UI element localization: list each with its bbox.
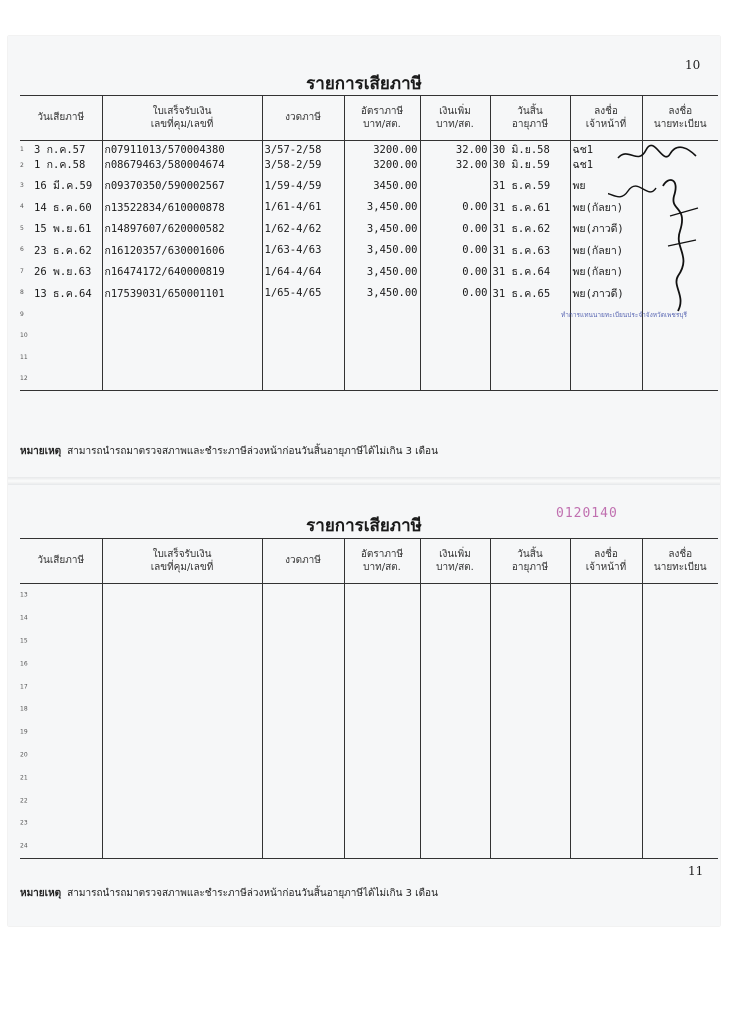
page-number: 10 [685,58,701,72]
footnote-label: หมายเหตุ [20,888,62,899]
cell-date [20,766,102,789]
cell-surcharge: 0.00 [462,244,488,257]
cell-rate: 3,450.00 [366,201,418,214]
cell-expiry: 30 มิ.ย.58 30 มิ.ย.59 [492,143,550,171]
footnote-text: สามารถนำรถมาตรวจสภาพและชำระภาษีล่วงหน้าก่อนวันสิ้นอายุภาษีได้ไม่เกิน 3 เดือน [67,888,438,899]
cell-receipt: ก17539031/650001101 [104,287,225,300]
table-row [20,675,718,698]
cell-date [20,835,102,858]
row-number: 10 [20,332,28,340]
row-number: 4 [20,203,24,211]
column-header: เงินเพิ่ม บาท/สต. [420,96,490,141]
cell-empty [102,607,262,630]
cell-date: 23 ธ.ค.62 [34,244,92,257]
cell-rate: 3,450.00 [366,287,418,300]
cell-empty [642,675,718,698]
cell-empty [102,698,262,721]
cell-empty [102,630,262,653]
cell-empty [262,789,344,812]
cell-empty [420,789,490,812]
column-header: ลงชื่อ นายทะเบียน [642,96,718,141]
table-row [20,744,718,767]
column-header: วันเสียภาษี [20,96,102,141]
row-number: 9 [20,310,24,318]
cell-empty [262,584,344,607]
table-header-row [20,539,718,584]
cell-receipt: ก16120357/630001606 [104,244,225,257]
tax-page-top [8,36,720,521]
cell-receipt: ก14897607/620000582 [104,223,225,236]
cell-empty [102,744,262,767]
cell-rate: 3200.00 3200.00 [373,143,418,171]
row-number: 13 [20,591,28,599]
cell-date [20,652,102,675]
cell-period: 1/59-4/59 [264,179,322,192]
column-header: อัตราภาษี บาท/สต. [344,96,420,141]
cell-empty [490,630,570,653]
cell-empty [570,675,642,698]
table-row [20,789,718,812]
column-header: เงินเพิ่ม บาท/สต. [420,539,490,584]
cell-empty [344,630,420,653]
cell-date: 26 พ.ย.63 [34,266,92,279]
cell-empty [570,698,642,721]
tax-booklet [8,36,720,926]
cell-period: 1/61-4/61 [264,201,322,214]
table-header-row [20,96,718,141]
cell-empty [490,652,570,675]
row-number: 17 [20,683,28,691]
table-row [20,652,718,675]
row-number: 18 [20,705,28,713]
table-row [20,607,718,630]
cell-date: 15 พ.ย.61 [34,223,92,236]
cell-empty [344,835,420,858]
cell-date [20,744,102,767]
column-header: อัตราภาษี บาท/สต. [344,539,420,584]
table-row [20,766,718,789]
row-number: 22 [20,797,28,805]
cell-empty [642,766,718,789]
cell-empty [570,812,642,835]
cell-officer: พย(กัลยา) [572,244,624,257]
cell-surcharge: 0.00 [462,201,488,214]
cell-empty [642,584,718,607]
footnote [20,886,438,901]
tax-page-bottom [8,482,720,926]
cell-receipt: ก13522834/610000878 [104,201,225,214]
cell-empty [102,789,262,812]
cell-period: 1/65-4/65 [264,287,322,300]
page-title: รายการเสียภาษี [306,516,422,536]
cell-empty [642,812,718,835]
column-header: ลงชื่อ นายทะเบียน [642,539,718,584]
cell-period: 1/62-4/62 [264,222,322,235]
cell-surcharge: 0.00 [462,287,488,300]
row-number: 15 [20,637,28,645]
cell-date [20,675,102,698]
cell-empty [570,766,642,789]
cell-expiry: 31 ธ.ค.59 [492,180,551,193]
cell-empty [262,721,344,744]
cell-expiry: 31 ธ.ค.65 [492,287,551,300]
cell-rate: 3,450.00 [366,222,418,235]
cell-empty [102,652,262,675]
row-number: 16 [20,660,28,668]
cell-date: 3 ก.ค.57 1 ก.ค.58 [34,143,86,171]
cell-empty [262,630,344,653]
row-number: 8 [20,289,24,297]
cell-empty [102,675,262,698]
cell-expiry: 31 ธ.ค.62 [492,223,551,236]
row-number: 23 [20,819,28,827]
page-number: 11 [688,864,704,878]
cell-officer: ฉช1 ฉช1 [572,143,594,171]
table-row [20,721,718,744]
cell-empty [570,584,642,607]
cell-date [20,630,102,653]
cell-empty [262,607,344,630]
column-header: งวดภาษี [262,96,344,141]
column-header: ใบเสร็จรับเงิน เลขที่คุม/เลขที่ [102,539,262,584]
cell-empty [420,721,490,744]
cell-empty [420,698,490,721]
table-row [20,369,718,391]
cell-empty [420,584,490,607]
column-header: วันสิ้น อายุภาษี [490,96,570,141]
cell-empty [344,607,420,630]
column-header: ลงชื่อ เจ้าหน้าที่ [570,539,642,584]
row-number: 14 [20,614,28,622]
cell-empty [570,721,642,744]
cell-date: 13 ธ.ค.64 [34,287,92,300]
registrar-stamp: ทำการแทนนายทะเบียนประจำจังหวัดเพชรบุรี [561,311,687,319]
cell-empty [420,812,490,835]
cell-surcharge: 0.00 [462,222,488,235]
cell-empty [344,698,420,721]
cell-empty [420,766,490,789]
page-title: รายการเสียภาษี [306,74,422,94]
cell-empty [490,584,570,607]
cell-expiry: 31 ธ.ค.64 [492,266,551,279]
table-row [20,698,718,721]
cell-empty [490,812,570,835]
cell-empty [642,835,718,858]
cell-expiry: 31 ธ.ค.61 [492,201,551,214]
cell-empty [570,789,642,812]
table-row [20,347,718,369]
cell-empty [642,607,718,630]
cell-date: 16 มี.ค.59 [34,180,93,193]
column-header: วันสิ้น อายุภาษี [490,539,570,584]
cell-rate: 3,450.00 [366,244,418,257]
cell-empty [344,721,420,744]
cell-empty [262,835,344,858]
row-number: 24 [20,842,28,850]
cell-empty [490,698,570,721]
serial-stamp: 0120140 [556,506,618,521]
cell-empty [420,652,490,675]
cell-empty [344,675,420,698]
cell-empty [642,652,718,675]
cell-date [20,721,102,744]
registrar-signature [608,136,708,336]
cell-empty [262,698,344,721]
row-number: 1 2 [20,145,24,169]
cell-empty [420,744,490,767]
column-header: ลงชื่อ เจ้าหน้าที่ [570,96,642,141]
cell-empty [262,766,344,789]
cell-registrar-signature [642,369,718,391]
row-number: 5 [20,224,24,232]
cell-date [20,698,102,721]
cell-empty [344,652,420,675]
cell-empty [490,789,570,812]
table-row [20,835,718,858]
cell-rate: 3,450.00 [366,265,418,278]
cell-empty [490,744,570,767]
row-number: 12 [20,375,28,383]
cell-date [20,812,102,835]
row-number: 11 [20,353,28,361]
cell-empty [102,721,262,744]
table-row [20,584,718,607]
cell-empty [642,630,718,653]
cell-rate: 3450.00 [373,179,418,192]
cell-empty [344,584,420,607]
cell-empty [570,607,642,630]
cell-surcharge: 0.00 [462,265,488,278]
cell-empty [420,675,490,698]
tax-payment-table [20,538,718,859]
cell-expiry: 31 ธ.ค.63 [492,244,551,257]
cell-empty [642,789,718,812]
column-header: วันเสียภาษี [20,539,102,584]
row-number: 3 [20,181,24,189]
cell-officer: พย [572,180,586,193]
cell-empty [102,812,262,835]
cell-empty [102,766,262,789]
cell-registrar-signature [642,347,718,369]
cell-empty [642,698,718,721]
cell-receipt: ก16474172/640000819 [104,266,225,279]
footnote [20,444,438,459]
cell-empty [642,744,718,767]
cell-receipt: ก07911013/570004380 ก08679463/580004674 [104,143,225,171]
row-number: 21 [20,774,28,782]
cell-empty [570,744,642,767]
cell-officer: พย(กัลยา) [572,266,624,279]
cell-surcharge: 32.00 32.00 [455,143,488,171]
cell-empty [102,835,262,858]
cell-empty [420,607,490,630]
cell-empty [570,835,642,858]
footnote-text: สามารถนำรถมาตรวจสภาพและชำระภาษีล่วงหน้าก่อนวันสิ้นอายุภาษีได้ไม่เกิน 3 เดือน [67,446,438,457]
cell-empty [490,721,570,744]
column-header: งวดภาษี [262,539,344,584]
cell-empty [262,652,344,675]
row-number: 7 [20,267,24,275]
cell-empty [642,721,718,744]
cell-date [20,584,102,607]
cell-empty [570,652,642,675]
cell-empty [490,607,570,630]
cell-receipt: ก09370350/590002567 [104,180,225,193]
row-number: 6 [20,246,24,254]
cell-date [20,789,102,812]
cell-empty [490,675,570,698]
cell-empty [490,835,570,858]
cell-empty [262,675,344,698]
cell-empty [344,766,420,789]
cell-empty [102,584,262,607]
row-number: 20 [20,751,28,759]
footnote-label: หมายเหตุ [20,446,62,457]
cell-empty [344,744,420,767]
cell-empty [262,812,344,835]
row-number: 19 [20,728,28,736]
cell-period: 3/57-2/58 3/58-2/59 [264,143,322,171]
cell-period: 1/64-4/64 [264,265,322,278]
cell-empty [420,630,490,653]
cell-empty [570,630,642,653]
cell-empty [420,835,490,858]
cell-empty [344,789,420,812]
cell-date [20,607,102,630]
table-row [20,630,718,653]
cell-officer: พย(กัลยา) [572,201,624,214]
cell-officer: พย(ภาวดี) [572,223,624,236]
table-row [20,812,718,835]
cell-empty [344,812,420,835]
cell-empty [490,766,570,789]
cell-date: 14 ธ.ค.60 [34,201,92,214]
column-header: ใบเสร็จรับเงิน เลขที่คุม/เลขที่ [102,96,262,141]
cell-period: 1/63-4/63 [264,244,322,257]
cell-officer: พย(ภาวดี) [572,287,624,300]
cell-empty [262,744,344,767]
